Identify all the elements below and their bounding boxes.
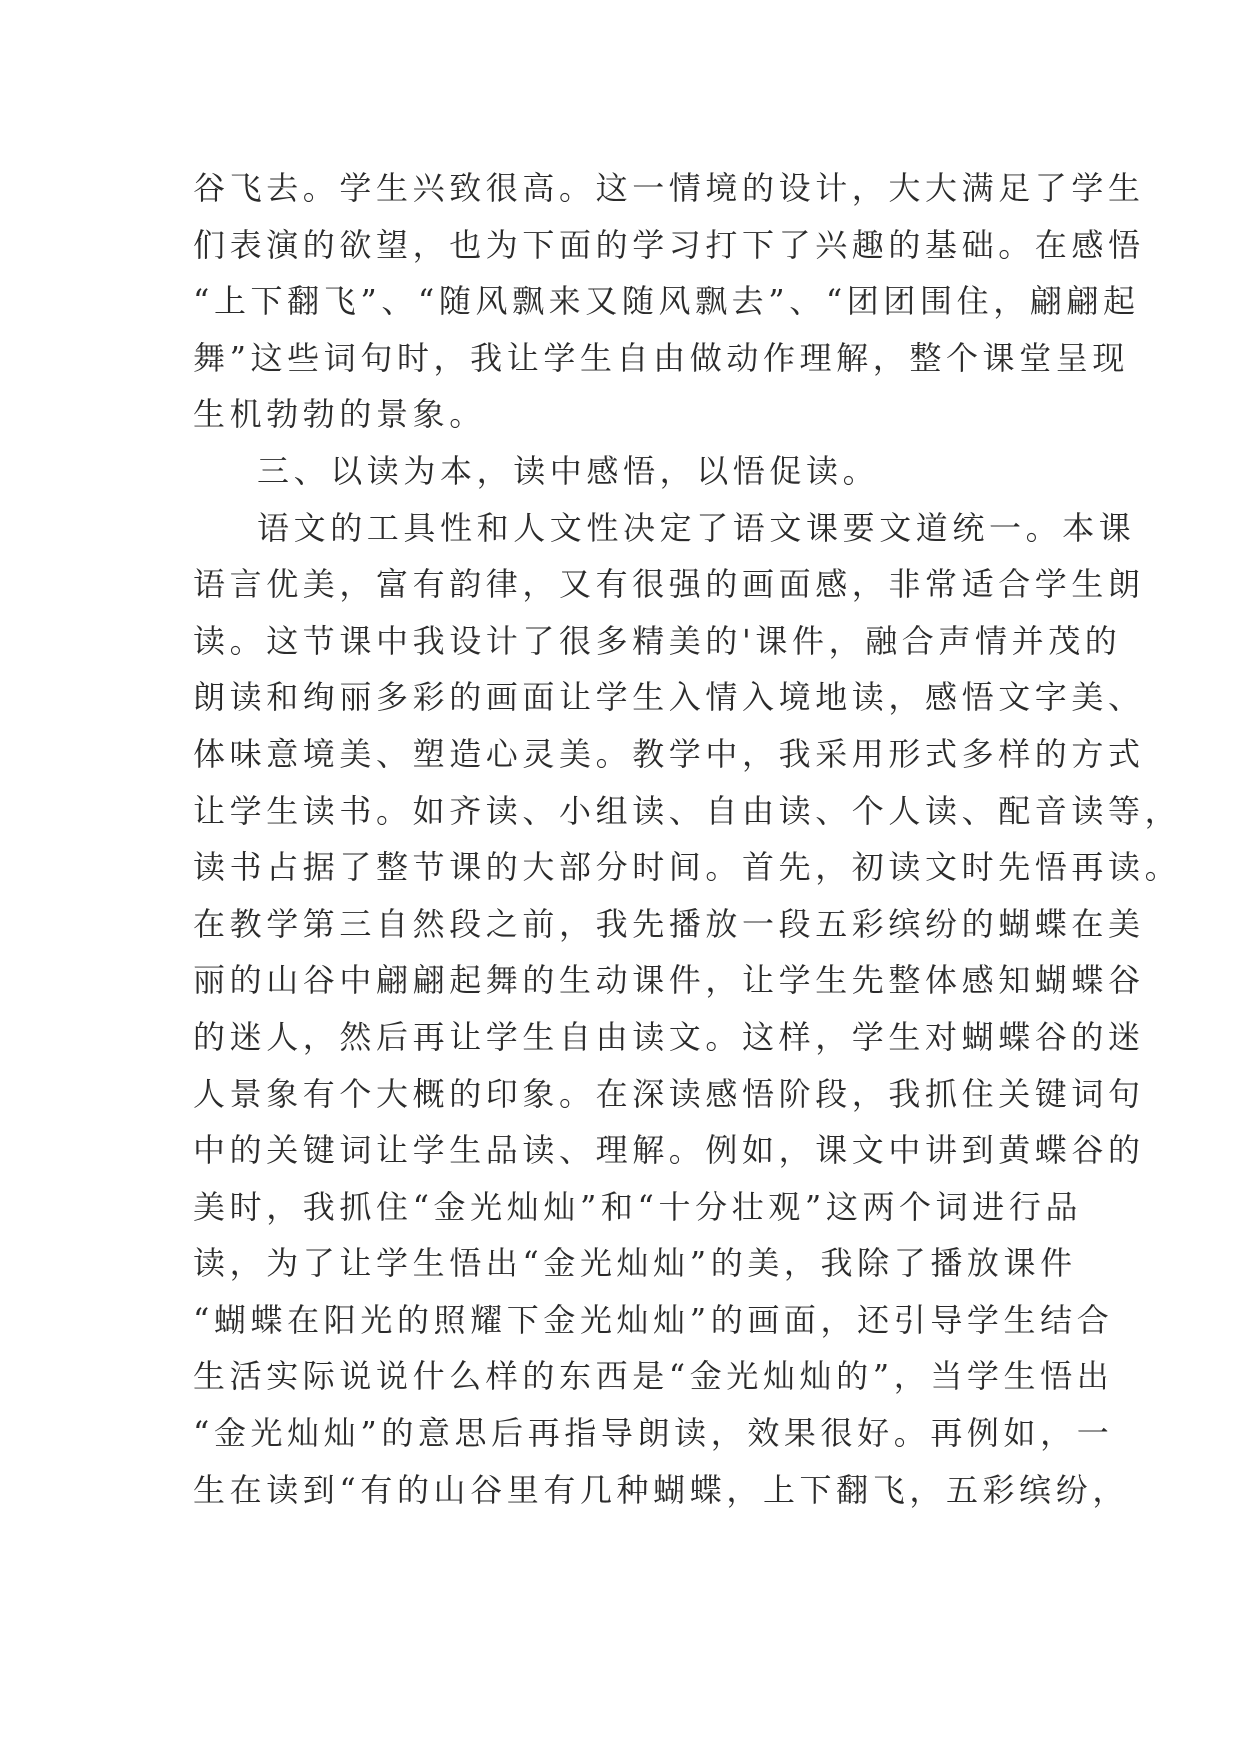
- text-line: “上下翻飞”、“随风飘来又随风飘去”、“团团围住，翩翩起: [193, 282, 1140, 321]
- text-line: 体味意境美、塑造心灵美。教学中，我采用形式多样的方式: [193, 734, 1145, 773]
- text-line: 生机勃勃的景象。: [193, 395, 486, 434]
- text-line: 谷飞去。学生兴致很高。这一情境的设计，大大满足了学生: [193, 169, 1145, 207]
- text-line: “蝴蝶在阳光的照耀下金光灿灿”的画面，还引导学生结合: [193, 1300, 1114, 1339]
- text-line: 读。这节课中我设计了很多精美的'课件，融合声情并茂的: [193, 621, 1122, 660]
- body-text: [193, 160, 1182, 1518]
- section-heading: 三、以读为本，读中感悟，以悟促读。: [257, 451, 880, 490]
- text-line: 生活实际说说什么样的东西是“金光灿灿的”，当学生悟出: [193, 1357, 1114, 1396]
- text-line: 语言优美，富有韵律，又有很强的画面感，非常适合学生朗: [193, 565, 1145, 604]
- text-line: 让学生读书。如齐读、小组读、自由读、个人读、配音读等，: [193, 791, 1182, 830]
- text-line: 中的关键词让学生品读、理解。例如，课文中讲到黄蝶谷的: [193, 1131, 1145, 1170]
- text-line: 舞”这些词句时，我让学生自由做动作理解，整个课堂呈现: [193, 338, 1129, 377]
- text-line: 朗读和绚丽多彩的画面让学生入情入境地读，感悟文字美、: [193, 678, 1145, 717]
- text-line: “金光灿灿”的意思后再指导朗读，效果很好。再例如，一: [193, 1414, 1114, 1453]
- text-line: 生在读到“有的山谷里有几种蝴蝶，上下翻飞，五彩缤纷，: [193, 1470, 1129, 1509]
- text-line: 们表演的欲望，也为下面的学习打下了兴趣的基础。在感悟: [193, 225, 1145, 264]
- text-line: 丽的山谷中翩翩起舞的生动课件，让学生先整体感知蝴蝶谷: [193, 961, 1145, 1000]
- text-line: 美时，我抓住“金光灿灿”和“十分壮观”这两个词进行品: [193, 1187, 1083, 1226]
- text-line: 的迷人，然后再让学生自由读文。这样，学生对蝴蝶谷的迷: [193, 1017, 1145, 1056]
- text-line: 语文的工具性和人文性决定了语文课要文道统一。本课: [257, 508, 1136, 547]
- text-line: 读书占据了整节课的大部分时间。首先，初读文时先悟再读。: [193, 848, 1182, 887]
- text-line: 读，为了让学生悟出“金光灿灿”的美，我除了播放课件: [193, 1244, 1077, 1283]
- text-line: 人景象有个大概的印象。在深读感悟阶段，我抓住关键词句: [193, 1074, 1145, 1113]
- text-line: 在教学第三自然段之前，我先播放一段五彩缤纷的蝴蝶在美: [193, 904, 1145, 943]
